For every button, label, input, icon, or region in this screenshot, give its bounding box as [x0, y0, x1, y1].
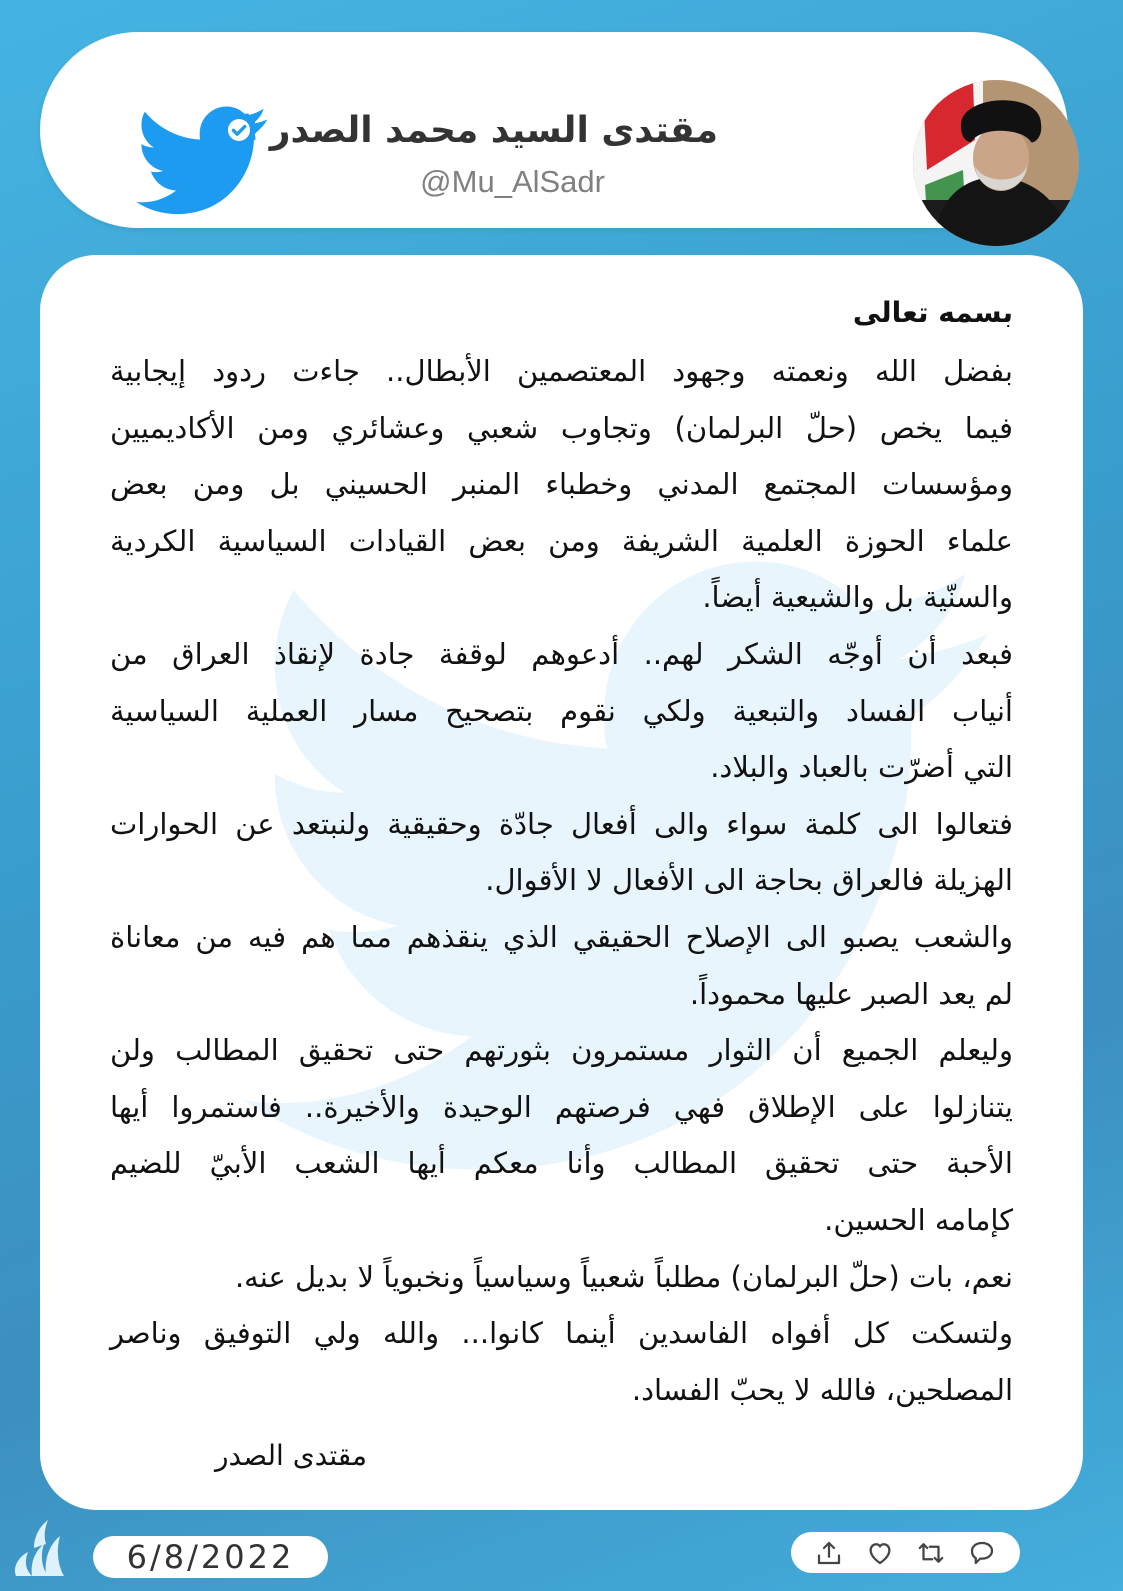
tweet-line: وليعلم الجميع أن الثوار مستمرون بثورتهم حتى تحقيق المطالب ولن: [110, 1033, 1013, 1068]
tweet-body-card: [40, 255, 1083, 1510]
heart-icon[interactable]: [865, 1538, 895, 1568]
share-icon[interactable]: [814, 1538, 844, 1568]
tweet-line: فبعد أن أوجّه الشكر لهم.. أدعوهم لوقفة جادة لإنقاذ العراق من: [110, 636, 1013, 671]
tweet-line: التي أضرّت بالعباد والبلاد.: [710, 750, 1013, 785]
display-name[interactable]: مقتدى السيد محمد الصدر: [269, 109, 718, 151]
tweet-line: ومؤسسات المجتمع المدني وخطباء المنبر الحسيني بل ومن بعض: [110, 467, 1013, 502]
tweet-lines: [110, 343, 1013, 1418]
tweet-line: والشعب يصبو الى الإصلاح الحقيقي الذي ينقذهم مما هم فيه من معاناة: [110, 919, 1013, 954]
tweet-actions: [791, 1532, 1020, 1573]
publisher-logo-icon: [10, 1518, 68, 1580]
user-handle[interactable]: @Mu_AlSadr: [420, 164, 605, 199]
tweet-line: لم يعد الصبر عليها محموداً.: [689, 976, 1013, 1011]
name-row: [218, 102, 718, 158]
reply-icon[interactable]: [967, 1538, 997, 1568]
retweet-icon[interactable]: [916, 1538, 946, 1568]
tweet-line: نعم، بات (حلّ البرلمان) مطلباً شعبياً وسياسياً ونخبوياً لا بديل عنه.: [234, 1259, 1013, 1294]
avatar-portrait: [913, 80, 1079, 246]
tweet-signature: مقتدى الصدر: [215, 1439, 367, 1473]
tweet-line: المصلحين، فالله لا يحبّ الفساد.: [631, 1372, 1013, 1407]
tweet-line: يتنازلوا على الإطلاق فهي فرصتهم الوحيدة والأخيرة.. فاستمروا أيها: [110, 1089, 1013, 1124]
tweet-text: [110, 285, 1013, 1486]
tweet-title: بسمه تعالى: [852, 296, 1013, 329]
tweet-line: والسنّية بل والشيعية أيضاً.: [702, 580, 1013, 615]
verified-badge-icon: [218, 109, 260, 151]
tweet-line: كإمامه الحسين.: [824, 1202, 1013, 1237]
tweet-line: الأحبة حتى تحقيق المطالب وأنا معكم أيها الشعب الأبيّ للضيم: [110, 1146, 1013, 1181]
tweet-date: 6/8/2022: [93, 1536, 328, 1578]
profile-header-card: [40, 32, 1068, 228]
avatar[interactable]: [913, 80, 1079, 246]
tweet-line: علماء الحوزة العلمية الشريفة ومن بعض القيادات السياسية الكردية: [110, 523, 1013, 558]
tweet-line: أنياب الفساد والتبعية ولكي نقوم بتصحيح مسار العملية السياسية: [110, 693, 1013, 728]
tweet-line: بفضل الله ونعمته وجهود المعتصمين الأبطال.. جاءت ردود إيجابية: [110, 354, 1013, 388]
tweet-line: الهزيلة فالعراق بحاجة الى الأفعال لا الأقوال.: [485, 863, 1013, 898]
tweet-line: ولتسكت كل أفواه الفاسدين أينما كانوا... والله ولي التوفيق وناصر: [110, 1316, 1013, 1351]
tweet-line: فيما يخص (حلّ البرلمان) وتجاوب شعبي وعشائري ومن الأكاديميين: [110, 410, 1013, 445]
tweet-line: فتعالوا الى كلمة سواء والى أفعال جادّة وحقيقية ولنبتعد عن الحوارات: [110, 806, 1013, 841]
